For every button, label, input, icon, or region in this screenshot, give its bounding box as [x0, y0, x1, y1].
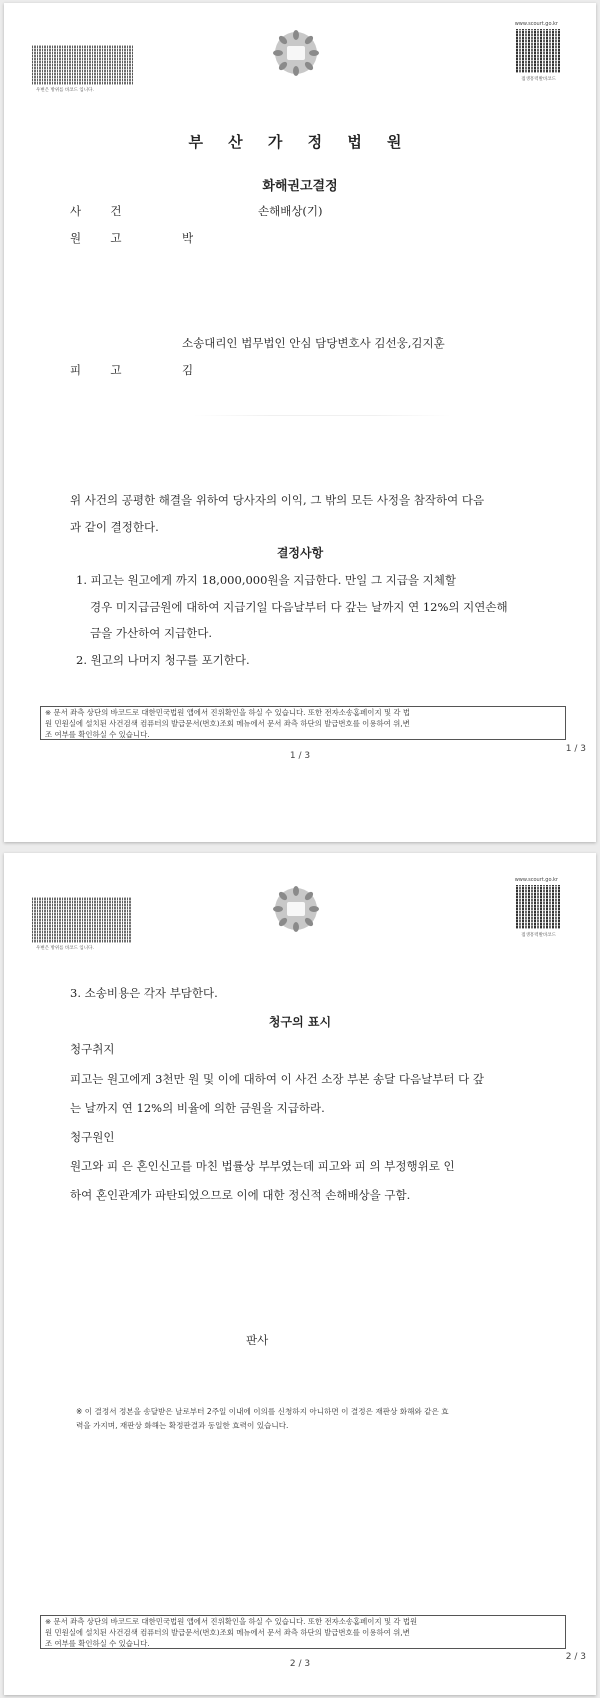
claim-purpose-text: 는 날까지 연 12%의 비율에 의한 금원을 지급하라. [70, 1101, 325, 1115]
defendant-value: 김 [182, 363, 194, 377]
page-number: 1 / 3 [289, 751, 311, 761]
court-name: 부 산 가 정 법 원 [188, 133, 412, 151]
court-emblem-icon [272, 885, 320, 933]
claim-cause-label: 청구원인 [70, 1130, 115, 1144]
barcode-caption: 우변은 방위를 바코드 입니다. [36, 946, 94, 951]
decision-item-2: 2. 원고의 나머지 청구를 포기한다. [76, 653, 250, 667]
decision-item-1-cont: 금을 가산하여 지급한다. [90, 626, 213, 640]
document-page-2 [4, 853, 596, 1695]
decision-item-1-cont: 경우 미지급금원에 대하여 지급기일 다음날부터 다 갚는 날까지 연 12%의 지연손해 [90, 600, 508, 614]
decision-item-3: 3. 소송비용은 각자 부담한다. [70, 986, 218, 1000]
qr-code [516, 885, 560, 929]
page-number: 2 / 3 [289, 1659, 311, 1669]
case-label: 사 건 [70, 204, 122, 218]
verification-notice: ※ 문서 좌측 상단의 바코드로 대한민국법원 앱에서 진위확인을 하실 수 있습니다. 또한 전자소송홈페이지 및 각 법 원 민원실에 설치된 사건검색 컴퓨터의 발급문서(번호)조회 메뉴에서 문서 좌측 하단의 발급번호를 이용하여 위,변 조 여부를 확인하실 수 있습니다. [40, 706, 566, 740]
qr-url: www.scourt.go.kr [514, 877, 558, 883]
intro-line: 위 사건의 공평한 해결을 위하여 당사자의 이익, 그 밖의 모든 사정을 참작하여 다음 [70, 493, 485, 507]
page-number-right: 2 / 3 [565, 1652, 586, 1662]
divider [192, 415, 452, 416]
qr-url: www.scourt.go.kr [514, 21, 558, 27]
page-number-right: 1 / 3 [565, 744, 586, 754]
document-title: 화해권고결정 [262, 179, 338, 194]
claim-heading: 청구의 표시 [268, 1015, 332, 1029]
claim-purpose-label: 청구취지 [70, 1042, 115, 1056]
decision-item-1: 1. 피고는 원고에게 까지 18,000,000원을 지급한다. 만일 그 지급을 지체할 [76, 573, 456, 587]
qr-code [516, 29, 560, 73]
claim-cause-text: 원고와 피 은 혼인신고를 마친 법률상 부부였는데 피고와 피 의 부정행위로 인 [70, 1159, 455, 1173]
claim-cause-text: 하여 혼인관계가 파탄되었으므로 이에 대한 정신적 손해배상을 구함. [70, 1188, 411, 1202]
intro-line: 과 같이 결정한다. [70, 520, 159, 534]
decision-heading: 결정사항 [276, 546, 324, 560]
claim-purpose-text: 피고는 원고에게 3천만 원 및 이에 대하여 이 사건 소장 부본 송달 다음날부터 다 갚 [70, 1072, 484, 1086]
plaintiff-value: 박 [182, 231, 194, 245]
attorney-line: 소송대리인 법무법인 안심 담당변호사 김선웅,김지훈 [182, 336, 445, 350]
document-page-1 [4, 3, 596, 842]
verification-barcode [32, 897, 132, 943]
court-emblem-icon [272, 29, 320, 77]
case-value: 손해배상(기) [258, 204, 323, 218]
verification-barcode [32, 45, 134, 85]
qr-caption: 접생흥력발바코드 [521, 933, 556, 938]
qr-caption: 접생흥력발바코드 [521, 77, 556, 82]
verification-notice: ※ 문서 좌측 상단의 바코드로 대한민국법원 앱에서 진위확인을 하실 수 있습니다. 또한 전자소송홈페이지 및 각 법원 원 민원실에 설치된 사건검색 컴퓨터의 발급문서(번호)조회 메뉴에서 문서 좌측 하단의 발급번호를 이용하여 위,변 조 여부를 확인하실 수 있습니다. [40, 1615, 566, 1649]
defendant-label: 피 고 [70, 363, 122, 377]
barcode-caption: 우변은 방위를 바코드 입니다. [36, 88, 94, 93]
finality-footnote: ※ 이 결정서 정본을 송달받은 날로부터 2주일 이내에 이의를 신청하지 아니하면 이 결정은 재판상 화해와 같은 효 력을 가지며, 재판상 화해는 확정판결과 동일한 효력이 있습니다. [76, 1407, 449, 1430]
plaintiff-label: 원 고 [70, 231, 122, 245]
judge-label: 판사 [246, 1333, 269, 1347]
